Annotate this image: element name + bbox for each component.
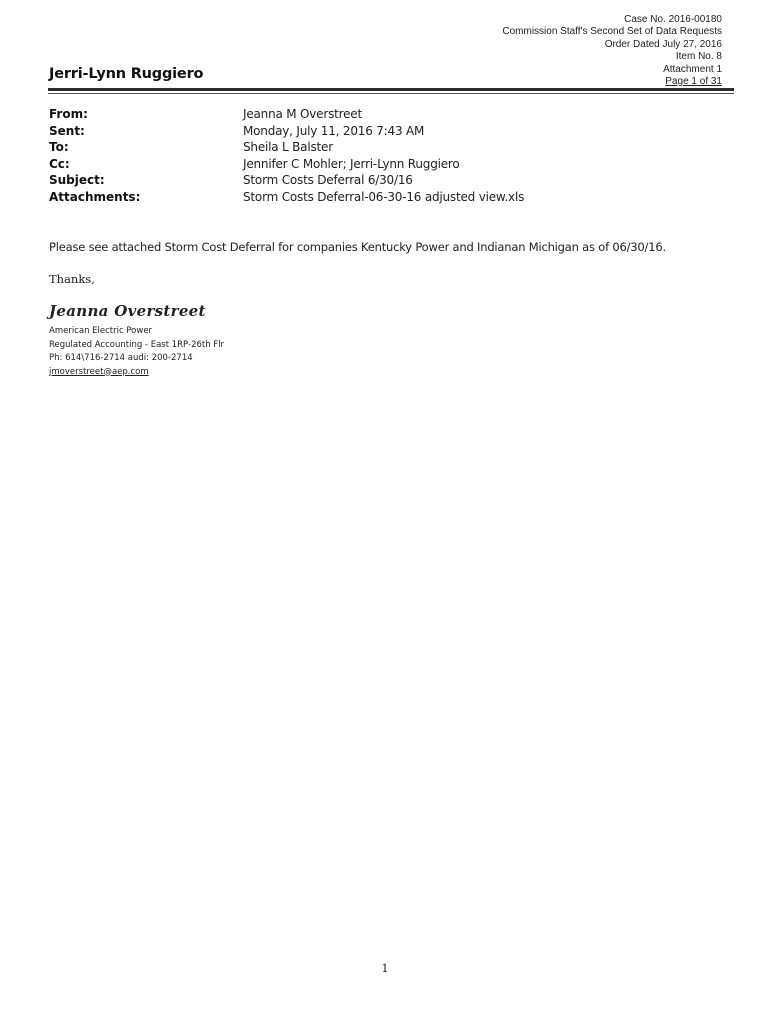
header-value: Storm Costs Deferral 6/30/16 [243, 173, 413, 188]
page-count: Page 1 of 31 [665, 76, 722, 88]
header-label: Attachments: [49, 189, 141, 204]
header-label: Subject: [49, 173, 105, 188]
email-body: Please see attached Storm Cost Deferral for companies Kentucky Power and Indianan Michigan as of 06/30/16. [49, 240, 666, 254]
request-title: Commission Staff's Second Set of Data Requests [502, 26, 722, 38]
signature-block [49, 325, 224, 379]
header-divider-thin [48, 93, 734, 94]
header-to [49, 139, 524, 156]
header-attachments [49, 189, 524, 206]
header-value: Jeanna M Overstreet [243, 107, 362, 122]
header-cc [49, 156, 524, 173]
attachment-number: Attachment 1 [663, 63, 722, 75]
page-number: 1 [381, 962, 389, 975]
order-date: Order Dated July 27, 2016 [604, 38, 722, 50]
header-label: To: [49, 140, 69, 155]
header-value: Sheila L Balster [243, 140, 333, 155]
signature-name: Jeanna Overstreet [49, 302, 206, 320]
header-label: Cc: [49, 156, 70, 171]
case-stamp [502, 14, 722, 88]
header-value: Monday, July 11, 2016 7:43 AM [243, 123, 425, 138]
header-label: From: [49, 107, 88, 122]
header-value: Jennifer C Mohler; Jerri-Lynn Ruggiero [243, 156, 460, 171]
signature-department: Regulated Accounting - East 1RP-26th Flr [49, 339, 225, 350]
signature-phone: Ph: 614\716-2714 audi: 200-2714 [49, 353, 193, 363]
mailbox-owner: Jerri-Lynn Ruggiero [49, 66, 204, 82]
closing-text: Thanks, [49, 272, 95, 286]
signature-company: American Electric Power [49, 326, 153, 336]
case-number: Case No. 2016-00180 [624, 14, 722, 25]
email-headers [49, 106, 524, 205]
attachment-filename: Storm Costs Deferral-06-30-16 adjusted view.xls [243, 189, 525, 204]
header-from [49, 106, 524, 123]
header-label: Sent: [49, 123, 85, 138]
header-sent [49, 123, 524, 140]
item-number: Item No. 8 [675, 51, 722, 63]
header-divider [48, 88, 734, 91]
header-subject [49, 172, 524, 189]
signature-email[interactable]: jmoverstreet@aep.com [49, 366, 149, 377]
